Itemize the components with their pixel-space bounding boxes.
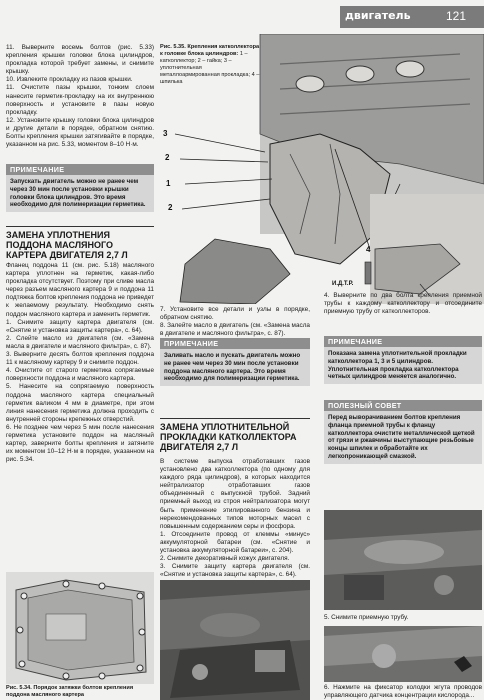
- paragraph: 6. Нажмите на фиксатор колодки жгута проводов управляющего датчика концентрации кислорода...: [324, 684, 482, 700]
- tip-box-right: [324, 400, 482, 464]
- catalytic-manifold-drawing: [160, 34, 484, 304]
- column-left-body: [6, 262, 154, 464]
- heading-rule: [6, 226, 154, 227]
- paragraph: 4. Выверните по два болта крепления приемной трубы к каждому катколлектору и отсоедините приемную трубу от катколлекторов.: [324, 292, 482, 316]
- exhaust-pipe-drawing: [324, 510, 482, 610]
- paragraph: 3. Снимите защиту картера двигателя (см. «Снятие и установка защиты картера», с. 64).: [160, 563, 310, 579]
- paragraph: 2. Слейте масло из двигателя (см. «Замена масла в двигателе и масляного фильтра», с. 87).: [6, 334, 154, 350]
- oil-pan-drawing: [6, 572, 154, 684]
- note-title: ПРИМЕЧАНИЕ: [160, 338, 310, 349]
- note-title: ПРИМЕЧАНИЕ: [324, 336, 482, 347]
- figure-number: Рис. 5.34.: [6, 685, 32, 691]
- oil-pan-figure: [6, 572, 154, 684]
- oxygen-sensor-drawing: [324, 626, 482, 682]
- column-right-mid: [324, 614, 482, 622]
- note-text: Заливать масло и пускать двигатель можно не ранее чем через 30 мин после установки поддона масляного картера. Это время необходимо для полимеризации герметика.: [160, 349, 310, 386]
- paragraph: 2. Снимите декоративный кожух двигателя.: [160, 555, 290, 563]
- callout-label: 2: [165, 153, 170, 162]
- callout-label: 4: [366, 245, 371, 254]
- figure-title: Порядок затяжки болтов крепления поддона масляного картера: [6, 685, 134, 698]
- paragraph: Фланец поддона 11 (см. рис. 5.18) масляного картера уплотнен на герметик, какая-либо прокладка отсутствует. Поэтому при сливе масла через разъем масляного картера 9 и поддона 11 подтяжка болтов крепления поддона не приведет к желаемому результату. Необходимо снять поддон масляного картера и заменить герметик.: [6, 262, 154, 318]
- paragraph: В системе выпуска отработавших газов установлено два катколлектора (по одному для каждого ряда цилиндров), в которых находится нейтрализатор отработавших газов объединенный с выпускной трубой. Задний приемный выход из строя нейтрализатора могут быть применение этилированного бензина и нерекомендованных типов моторных масел с повышенным содержанием серы и фосфора.: [160, 458, 310, 530]
- paragraph: 8. Залейте масло в двигатель (см. «Замена масла в двигателе и масляного фильтра», с. 87).: [160, 322, 310, 338]
- section-heading: ЗАМЕНА УПЛОТНИТЕЛЬНОЙ ПРОКЛАДКИ КАТКОЛЛЕКТОРА ДВИГАТЕЛЯ 2,7 Л: [160, 422, 297, 452]
- section-heading: ЗАМЕНА УПЛОТНЕНИЯ ПОДДОНА МАСЛЯНОГО КАРТЕРА ДВИГАТЕЛЯ 2,7 Л: [6, 230, 128, 260]
- figure-number: Рис. 5.35.: [160, 44, 186, 50]
- note-box-right: [324, 336, 482, 384]
- column-middle-body: [160, 458, 310, 579]
- paragraph: 1. Снимите защиту картера двигателя (см. «Снятие и установка защиты картера», с. 64).: [6, 318, 154, 334]
- column-left: [6, 44, 154, 149]
- figure-legend: 1 – катколлектор; 2 – гайка; 3 – уплотнительная металлоармированная прокладка; 4 – шпилька: [160, 51, 260, 85]
- figure-title: Крепления катколлектора к головке блока цилиндров:: [160, 44, 260, 57]
- paragraph: 4. Очистите от старого герметика сопрягаемые поверхности поддона и масляного картера.: [6, 367, 154, 383]
- paragraph: 11. Очистите пазы крышки, тонким слоем нанесите герметик-прокладку на их внутреннюю поверхность и установите в пазы новую прокладку.: [6, 84, 154, 116]
- column-middle: [160, 306, 310, 338]
- note-title: ПРИМЕЧАНИЕ: [6, 164, 154, 175]
- note-box-middle: [160, 338, 310, 386]
- oxygen-sensor-photo: [324, 626, 482, 682]
- paragraph: 3. Выверните десять болтов крепления поддона 11 к масляному картеру 9 и снимите поддон.: [6, 351, 154, 367]
- section-catalytic-gasket: [160, 418, 310, 452]
- paragraph: 7. Установите все детали и узлы в порядке, обратном снятию.: [160, 306, 310, 322]
- section-title: двигатель: [345, 9, 411, 22]
- figure-caption: [6, 685, 154, 699]
- column-right: [324, 292, 482, 316]
- heading-rule: [160, 418, 310, 419]
- exhaust-pipe-photo: [324, 510, 482, 610]
- publisher-stamp: И.Д.Т.Р.: [332, 281, 354, 287]
- catalytic-manifold-figure: [160, 34, 484, 304]
- note-text: Запускать двигатель можно не ранее чем через 30 мин после установки крышки головки блока цилиндров. Это время необходимо для полимеризации герметика.: [6, 175, 154, 212]
- tip-text: Перед выворачиванием болтов крепления фланца приемной трубы к фланцу катколлектора очистите металлической щеткой от грязи и ржавчины выступающие резьбовые концы шпилек и обработайте их легкопроникающей смазкой.: [324, 411, 482, 464]
- paragraph: 11. Выверните восемь болтов (рис. 5.33) крепления крышки головки блока цилиндров, прокладка которой требует замены, и снимите крышку.: [6, 44, 154, 76]
- paragraph: 5. Нанесите на сопрягаемую поверхность поддона масляного картера специальный герметик валиком 4 мм в диаметре, при этом линия нанесения герметика должна проходить с внутренней стороны крепежных отверстий.: [6, 383, 154, 423]
- callout-label: 2: [168, 203, 173, 212]
- paragraph: 5. Снимите приемную трубу.: [324, 614, 409, 621]
- column-right-bottom: [324, 684, 482, 700]
- note-box-left: [6, 164, 154, 212]
- page-number: 121: [446, 9, 467, 23]
- section-oil-pan: [6, 226, 154, 260]
- tip-title: ПОЛЕЗНЫЙ СОВЕТ: [324, 400, 482, 411]
- paragraph: 10. Извлеките прокладку из пазов крышки.: [6, 76, 133, 84]
- callout-label: 1: [166, 179, 171, 188]
- engine-underside-drawing: [160, 580, 310, 700]
- note-text: Показана замена уплотнительной прокладки катколлектора 1, 3 и 5 цилиндров. Уплотнительная прокладка катколлектора четных цилиндров меняется аналогично.: [324, 347, 482, 384]
- callout-label: 3: [163, 129, 168, 138]
- paragraph: 12. Установите крышку головки блока цилиндров и другие детали в порядке, обратном снятию. Болты крепления крышки затягивайте в порядке, указанном на рис. 5.33, моментом 8–10 Н·м.: [6, 116, 154, 149]
- paragraph: 6. Не позднее чем через 5 мин после нанесения герметика установите поддон на масляный картер, заверните болты крепления и затяните их моментом 10–12 Н·м в порядке, указанном на рис. 5.34.: [6, 423, 154, 464]
- paragraph: 1. Отсоедините провод от клеммы «минус» аккумуляторной батареи (см. «Снятие и установка аккумуляторной батареи», с. 204).: [160, 530, 310, 555]
- engine-underside-photo: [160, 580, 310, 700]
